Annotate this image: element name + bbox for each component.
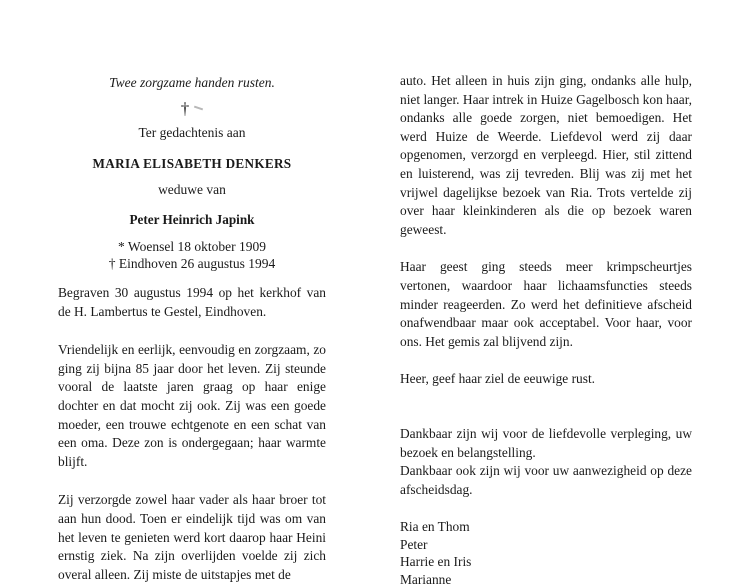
widow-of-label: weduwe van [158, 182, 226, 197]
thanks-attendance-paragraph: Dankbaar ook zijn wij voor uw aanwezigheid op deze afscheidsdag. [400, 463, 692, 497]
signatory: Ria en Thom [400, 519, 470, 535]
cross-heading [58, 94, 326, 124]
care-paragraph: auto. Het alleen in huis zijn ging, ondanks alle hulp, niet langer. Haar intrek in Huize Gagelbosch kon haar, ondanks alle goede zorgen, niet bemoedigen. Het werd Huize de Weerde. Liefdevol werd zij daar opgenomen, verzorgd en verpleegd. Hier, stil zittend en luisterend, was zij tevreden. Blij was zij met het vrijwel dagelijkse bezoek van Ria. Trots vertelde zij over haar kleinkinderen als die op bezoek waren geweest. [400, 73, 692, 237]
memorial-heading: Ter gedachtenis aan [138, 125, 246, 140]
signatory: Marianne [400, 571, 452, 587]
character-paragraph: Vriendelijk en eerlijk, eenvoudig en zorgzaam, zo ging zij bijna 85 jaar door het leven. Zij steunde vooral de laatste jaren graag op haar enige dochter en dat mocht zij ook. Zij was een goede moeder, een trouwe echtgenote en een schat van een oma. Deze zon is ondergegaan; haar warmte blijft. [58, 342, 326, 469]
death-date: † Eindhoven 26 augustus 1994 [108, 256, 276, 271]
signatory: Peter [400, 536, 428, 552]
prayer-line: Heer, geef haar ziel de eeuwige rust. [400, 371, 596, 387]
deceased-name: MARIA ELISABETH DENKERS [92, 156, 292, 171]
husband-name: Peter Heinrich Japink [129, 212, 255, 227]
decline-paragraph: Haar geest ging steeds meer krimpscheurtjes vertonen, waardoor haar lichaamsfuncties steeds minder reageerden. Zo werd het definitieve afscheid onafwendbaar maar ook acceptabel. Voor haar, voor ons. Het gemis zal blijvend zijn. [400, 259, 692, 349]
cross-icon: † [180, 99, 190, 118]
birth-date: * Woensel 18 oktober 1909 [118, 239, 266, 254]
signatory: Harrie en Iris [400, 554, 472, 570]
burial-paragraph: Begraven 30 augustus 1994 op het kerkhof van de H. Lambertus te Gestel, Eindhoven. [58, 285, 326, 319]
left-column [58, 72, 326, 584]
life-dates [58, 238, 326, 272]
thanks-care-paragraph: Dankbaar zijn wij voor de liefdevolle verpleging, uw bezoek en belangstelling. [400, 425, 692, 460]
right-column [400, 72, 692, 588]
life-paragraph: Zij verzorgde zowel haar vader als haar broer tot aan hun dood. Toen er eindelijk tijd was om van het leven te genieten werd kort daarop haar Heini ernstig ziek. Na zijn overlijden voelde zij zich overal alleen. Zij miste de uitstapjes met de [58, 492, 326, 582]
pen-mark-icon [194, 106, 203, 111]
signatories [400, 518, 692, 588]
motto: Twee zorgzame handen rusten. [109, 75, 275, 90]
